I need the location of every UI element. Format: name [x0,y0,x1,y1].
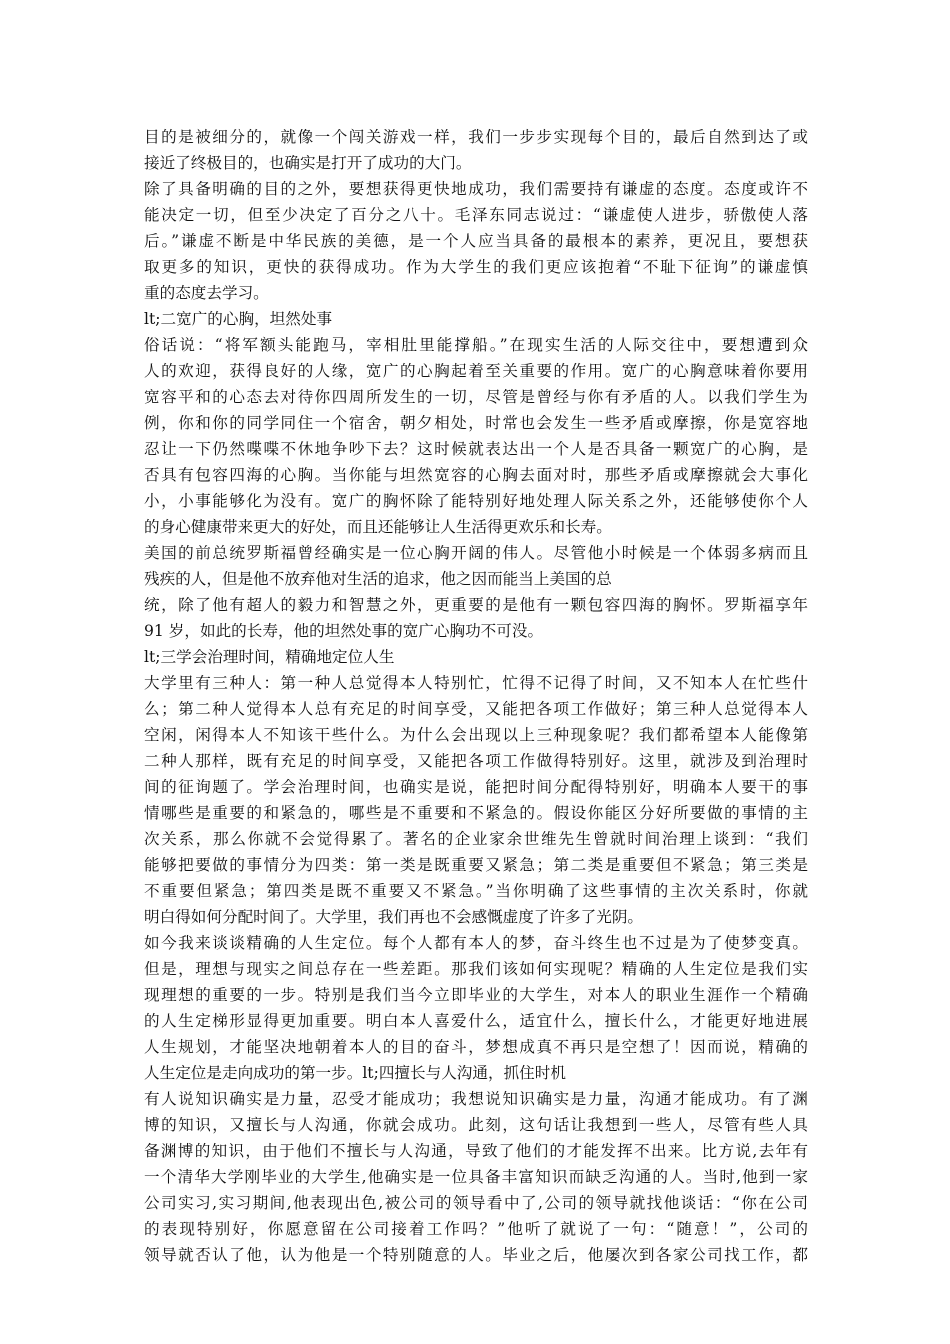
text-line: 现理想的重要的一步。特别是我们当今立即毕业的大学生，对本人的职业生涯作一个精确 [144,986,808,1004]
text-line: 如今我来谈谈精确的人生定位。每个人都有本人的梦，奋斗终生也不过是为了使梦变真。 [144,934,808,952]
text-line: 小，小事能够化为没有。宽广的胸怀除了能特别好地处理人际关系之外，还能够使你个人 [144,492,808,510]
text-line: 间的征询题了。学会治理时间，也确实是说，能把时间分配得特别好，明确本人要干的事 [144,778,808,796]
text-line: 目的是被细分的，就像一个闯关游戏一样，我们一步步实现每个目的，最后自然到达了或 [144,128,808,146]
text-line: 备渊博的知识，由于他们不擅长与人沟通，导致了他们的才能发挥不出来。比方说,去年有 [144,1142,808,1160]
text-line: 除了具备明确的目的之外，要想获得更快地成功，我们需要持有谦虚的态度。态度或许不 [144,180,808,198]
text-line: 明白得如何分配时间了。大学里，我们再也不会感慨虚度了许多了光阴。 [144,908,644,926]
text-line: 人生规划，才能坚决地朝着本人的目的奋斗，梦想成真不再只是空想了！因而说，精确的 [144,1038,808,1056]
text-line: 重的态度去学习。 [144,284,269,302]
text-line: 人生定位是走向成功的第一步。lt;四擅长与人沟通，抓住时机 [144,1064,566,1082]
text-line: 大学里有三种人：第一种人总觉得本人特别忙，忙得不记得了时间，又不知本人在忙些什 [144,674,808,692]
text-line: 人的欢迎，获得良好的人缘，宽广的心胸起着至关重要的作用。宽广的心胸意味着你要用 [144,362,808,380]
text-line: 否具有包容四海的心胸。当你能与坦然宽容的心胸去面对时，那些矛盾或摩擦就会大事化 [144,466,808,484]
text-line: 情哪些是重要的和紧急的，哪些是不重要和不紧急的。假设你能区分好所要做的事情的主 [144,804,808,822]
text-line: 残疾的人，但是他不放弃他对生活的追求，他之因而能当上美国的总 [144,570,612,588]
text-line: 美国的前总统罗斯福曾经确实是一位心胸开阔的伟人。尽管他小时候是一个体弱多病而且 [144,544,808,562]
text-line: 宽容平和的心态去对待你四周所发生的一切，尽管是曾经与你有矛盾的人。以我们学生为 [144,388,808,406]
text-line: 么；第二种人觉得本人总有充足的时间享受，又能把各项工作做好；第三种人总觉得本人 [144,700,808,718]
text-line: 能够把要做的事情分为四类：第一类是既重要又紧急；第二类是重要但不紧急；第三类是 [144,856,808,874]
text-line: lt;三学会治理时间，精确地定位人生 [144,648,395,666]
text-line: 后。”谦虚不断是中华民族的美德，是一个人应当具备的最根本的素养，更况且，要想获 [144,232,808,250]
text-line: 空闲，闲得本人不知该干些什么。为什么会出现以上三种现象呢？我们都希望本人能像第 [144,726,808,744]
text-line: 的表现特别好，你愿意留在公司接着工作吗？”他听了就说了一句：“随意！”，公司的 [144,1220,808,1238]
document-body [144,124,808,1268]
text-line: 忍让一下仍然喋喋不休地争吵下去？这时候就表达出一个人是否具备一颗宽广的心胸，是 [144,440,808,458]
text-line: 次关系，那么你就不会觉得累了。著名的企业家余世维先生曾就时间治理上谈到：“我们 [144,830,808,848]
text-line: 能决定一切，但至少决定了百分之八十。毛泽东同志说过：“谦虚使人进步，骄傲使人落 [144,206,808,224]
text-line: 的人生定梯形显得更加重要。明白本人喜爱什么，适宜什么，擅长什么，才能更好地进展 [144,1012,808,1030]
text-line: 博的知识，又擅长与人沟通，你就会成功。此刻，这句话让我想到一些人，尽管有些人具 [144,1116,808,1134]
text-line: 但是，理想与现实之间总存在一些差距。那我们该如何实现呢？精确的人生定位是我们实 [144,960,808,978]
text-line: 91 岁，如此的长寿，他的坦然处事的宽广心胸功不可没。 [144,622,544,640]
text-line: 取更多的知识，更快的获得成功。作为大学生的我们更应该抱着“不耻下征询”的谦虚慎 [144,258,808,276]
text-line: 公司实习,实习期间,他表现出色,被公司的领导看中了,公司的领导就找他谈话：“你在公司 [144,1194,808,1212]
text-line: 有人说知识确实是力量，忍受才能成功；我想说知识确实是力量，沟通才能成功。有了渊 [144,1090,808,1108]
text-line: 一个清华大学刚毕业的大学生,他确实是一位具备丰富知识而缺乏沟通的人。当时,他到一家 [144,1168,808,1186]
text-line: 领导就否认了他，认为他是一个特别随意的人。毕业之后，他屡次到各家公司找工作，都 [144,1246,808,1264]
text-line: 二种人那样，既有充足的时间享受，又能把各项工作做得特别好。这里，就涉及到治理时 [144,752,808,770]
text-line: 例，你和你的同学同住一个宿舍，朝夕相处，时常也会发生一些矛盾或摩擦，你是宽容地 [144,414,808,432]
text-line: 接近了终极目的，也确实是打开了成功的大门。 [144,154,472,172]
text-line: 不重要但紧急；第四类是既不重要又不紧急。”当你明确了这些事情的主次关系时，你就 [144,882,808,900]
text-line: 统，除了他有超人的毅力和智慧之外，更重要的是他有一颗包容四海的胸怀。罗斯福享年 [144,596,808,614]
text-line: 俗话说：“将军额头能跑马，宰相肚里能撑船。”在现实生活的人际交往中，要想遭到众 [144,336,808,354]
text-line: 的身心健康带来更大的好处，而且还能够让人生活得更欢乐和长寿。 [144,518,612,536]
text-line: lt;二宽广的心胸，坦然处事 [144,310,333,328]
